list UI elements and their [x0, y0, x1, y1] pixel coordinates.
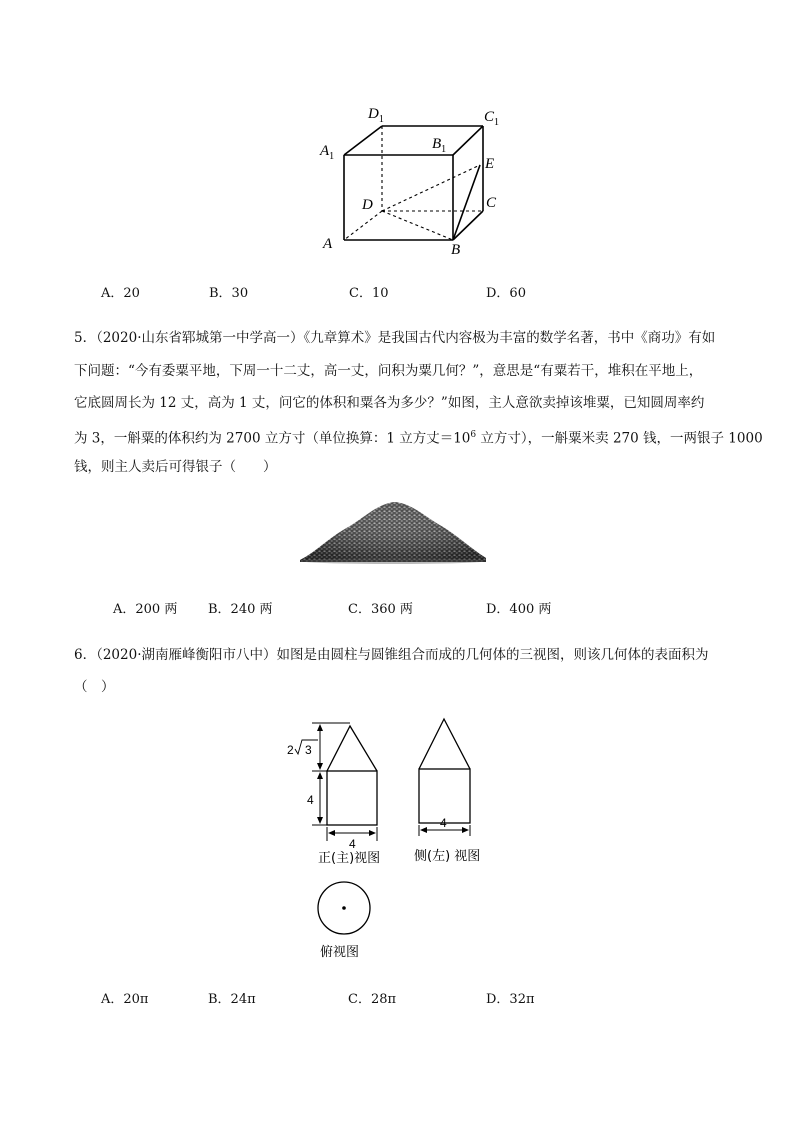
q6-option-a: A．20π [101, 992, 149, 1007]
side-view [419, 719, 470, 823]
q5-line-3: 它底圆周长为 12 丈，高为 1 丈，问它的体积和粟各为多少？”如图，主人意欲卖掉该堆粟，已知圆周率约 [74, 395, 705, 411]
q5-line-1: 5．（2020·山东省郓城第一中学高一）《九章算术》是我国古代内容极为丰富的数学名著，书中《商功》有如 [74, 330, 716, 346]
cube-figure [300, 95, 520, 265]
top-view-center-dot [342, 906, 346, 910]
label-A: A [323, 236, 333, 252]
caption-top-view: 俯视图 [320, 945, 360, 960]
q5-option-b: B．240 两 [208, 602, 273, 617]
label-D: D [362, 197, 373, 213]
front-view [327, 726, 377, 825]
q6-line-1: 6．（2020·湖南雁峰衡阳市八中）如图是由圆柱与圆锥组合而成的几何体的三视图，则该几何体的表面积为 [74, 647, 709, 663]
q5-line-4-prefix: 为 3，一斛粟的体积约为 2700 立方寸（单位换算：1 立方丈＝10 [74, 430, 471, 447]
q4-option-b: B．30 [209, 286, 249, 301]
caption-side-view: 侧(左) 视图 [414, 849, 481, 864]
label-A1: $A_1$ [320, 143, 335, 162]
cube-hidden-edges [344, 126, 483, 240]
q6-line-2: （ ） [74, 679, 115, 695]
dim-cone-height-coef: 2 [287, 743, 294, 757]
label-D1: $D_1$ [368, 106, 384, 125]
q5-exponent: 6 [470, 430, 477, 440]
dim-cylinder-height: 4 [307, 793, 314, 807]
dim-front-width: 4 [349, 837, 356, 851]
q4-option-c: C．10 [349, 286, 389, 301]
label-B: B [451, 242, 461, 258]
three-view-figure [280, 715, 510, 965]
label-B1: $B_1$ [432, 136, 447, 155]
grain-pile-image [298, 494, 488, 566]
q5-line-5: 钱，则主人卖后可得银子（ ） [74, 459, 277, 475]
label-C1: $C_1$ [484, 109, 500, 128]
q5-line-2: 下问题：“今有委粟平地，下周一十二丈，高一丈，问积为粟几何？”，意思是“有粟若干，堆积在平地上， [74, 363, 703, 379]
q5-option-a: A．200 两 [113, 602, 178, 617]
label-E: E [485, 156, 495, 172]
dim-side-width: 4 [440, 816, 447, 830]
q5-line-4-suffix: 立方寸），一斛粟米卖 270 钱，一两银子 1000 [476, 430, 763, 447]
q4-option-a: A．20 [101, 286, 140, 301]
front-view-arrowheads [317, 724, 376, 836]
front-view-dimensions [312, 723, 377, 841]
q5-option-c: C．360 两 [348, 602, 413, 617]
q6-option-d: D．32π [486, 992, 535, 1007]
label-C: C [486, 195, 497, 211]
q5-option-d: D．400 两 [486, 602, 552, 617]
caption-front-view: 正(主)视图 [318, 851, 381, 866]
cube-solid-edges [344, 126, 483, 240]
q6-option-c: C．28π [348, 992, 397, 1007]
q4-option-d: D．60 [486, 286, 526, 301]
q5-line-4 [74, 425, 763, 450]
dim-cone-height-radicand: 3 [305, 743, 312, 757]
q6-option-b: B．24π [208, 992, 256, 1007]
